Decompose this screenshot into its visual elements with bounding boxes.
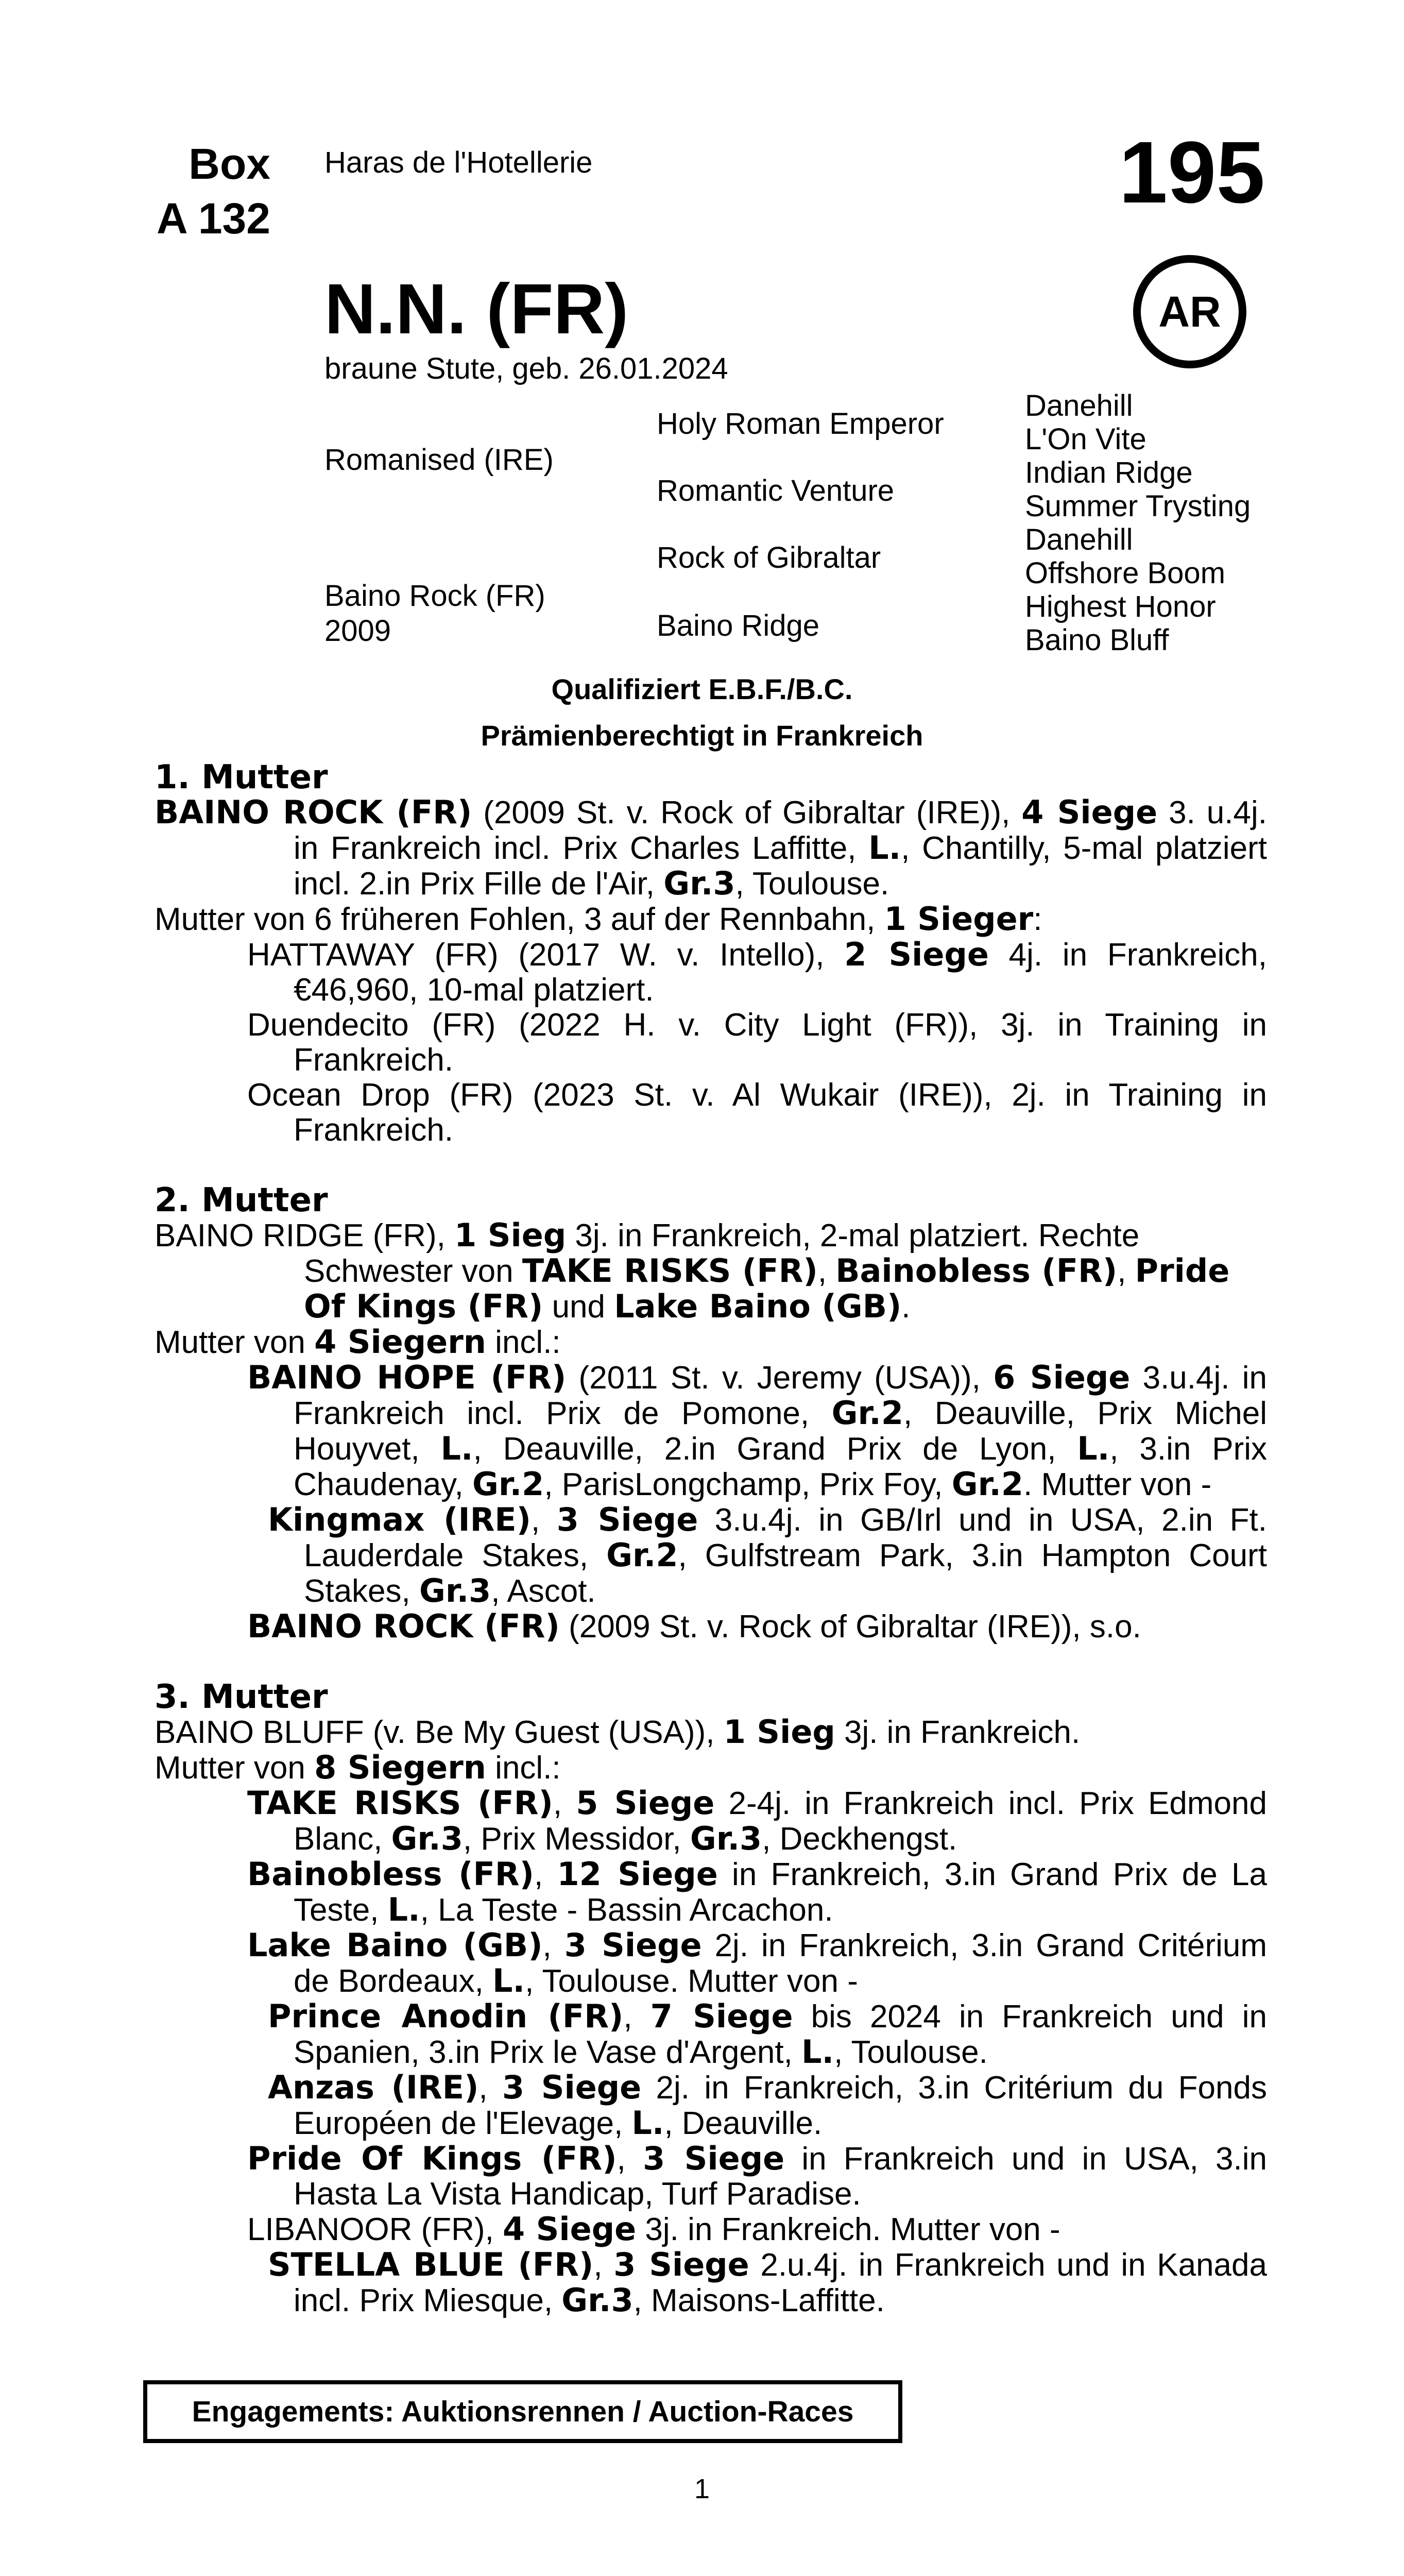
entry-baino-hope: BAINO HOPE (FR) (2011 St. v. Jeremy (USA)), 6 Siege 3.u.4j. in Frankreich incl. Prix de Pomone, Gr.2, Deauville, Prix Michel Houyvet, L., Deauville, 2.in Grand Prix de Lyon, L., 3.in Prix Chaudenay, Gr.2, ParisLongchamp, Prix Foy, Gr.2. Mutter von - <box>247 1359 1267 1503</box>
section-heading-mutter-3: 3. Mutter <box>155 1678 328 1716</box>
entry-ocean-drop: Ocean Drop (FR) (2023 St. v. Al Wukair (IRE)), 2j. in Training in Frankreich. <box>247 1077 1267 1148</box>
produce-summary-3: Mutter von 8 Siegern incl.: <box>155 1749 561 1786</box>
entry-anzas: Anzas (IRE), 3 Siege 2j. in Frankreich, 3.in Critérium du Fonds Européen de l'Elevage, L., Deauville. <box>268 2069 1267 2142</box>
pedigree-g3-item: L'On Vite <box>1025 422 1146 456</box>
entry-take-risks: TAKE RISKS (FR), 5 Siege 2-4j. in Frankreich incl. Prix Edmond Blanc, Gr.3, Prix Messidor, Gr.3, Deckhengst. <box>247 1784 1267 1857</box>
entry-kingmax: Kingmax (IRE), 3 Siege 3.u.4j. in GB/Irl und in USA, 2.in Ft. Lauderdale Stakes, Gr.2, Gulfstream Park, 3.in Hampton Court Stakes, Gr.3, Ascot. <box>268 1501 1267 1609</box>
entry-prince-anodin: Prince Anodin (FR), 7 Siege bis 2024 in Frankreich und in Spanien, 3.in Prix le Vase d'Argent, L., Toulouse. <box>268 1997 1267 2071</box>
entry-duendecito: Duendecito (FR) (2022 H. v. City Light (FR)), 3j. in Training in Frankreich. <box>247 1007 1267 1078</box>
box-number <box>139 137 270 246</box>
pedigree-g3-item: Offshore Boom <box>1025 556 1226 590</box>
horse-description: braune Stute, geb. 26.01.2024 <box>324 352 728 385</box>
pedigree-g3-item: Baino Bluff <box>1025 623 1169 657</box>
box-label: Box <box>189 140 270 188</box>
qualification-premium: Prämienberechtigt in Frankreich <box>481 719 923 752</box>
page-number: 1 <box>694 2473 710 2504</box>
ar-badge: AR <box>1133 255 1246 368</box>
entry-lake-baino: Lake Baino (GB), 3 Siege 2j. in Frankreich, 3.in Grand Critérium de Bordeaux, L., Toulouse. Mutter von - <box>247 1926 1267 1999</box>
section-heading-mutter-1: 1. Mutter <box>155 758 328 796</box>
pedigree-dam-dam: Baino Ridge <box>657 609 819 642</box>
entry-first-dam: BAINO ROCK (FR) (2009 St. v. Rock of Gibraltar (IRE)), 4 Siege 3. u.4j. in Frankreich incl. Prix Charles Laffitte, L., Chantilly, 5-mal platziert incl. 2.in Prix Fille de l'Air, Gr.3, Toulouse. <box>155 793 1267 902</box>
pedigree-g3-item: Danehill <box>1025 389 1133 422</box>
section-heading-mutter-2: 2. Mutter <box>155 1181 328 1219</box>
entry-second-dam: BAINO RIDGE (FR), 1 Sieg 3j. in Frankreich, 2-mal platziert. Rechte Schwester von TAKE RISKS (FR), Bainobless (FR), Pride Of Kings (FR) und Lake Baino (GB). <box>155 1216 1230 1325</box>
engagements-box: Engagements: Auktionsrennen / Auction-Races <box>143 2380 902 2443</box>
produce-summary-1: Mutter von 6 früheren Fohlen, 3 auf der Rennbahn, 1 Sieger: <box>155 900 1042 938</box>
produce-summary-2: Mutter von 4 Siegern incl.: <box>155 1323 561 1361</box>
pedigree-sire: Romanised (IRE) <box>324 443 554 477</box>
entry-hattaway: HATTAWAY (FR) (2017 W. v. Intello), 2 Siege 4j. in Frankreich, €46,960, 10-mal platziert. <box>247 936 1267 1008</box>
pedigree-g3-item: Summer Trysting <box>1025 489 1251 523</box>
box-id: A 132 <box>156 194 270 243</box>
consignor: Haras de l'Hotellerie <box>324 146 593 179</box>
entry-stella-blue: STELLA BLUE (FR), 3 Siege 2.u.4j. in Frankreich und in Kanada incl. Prix Miesque, Gr.3, Maisons-Laffitte. <box>268 2246 1268 2319</box>
pedigree-g3-item: Highest Honor <box>1025 590 1216 623</box>
qualification-ebf: Qualifiziert E.B.F./B.C. <box>551 673 853 705</box>
entry-baino-rock-repeat: BAINO ROCK (FR) (2009 St. v. Rock of Gibraltar (IRE)), s.o. <box>247 1607 1141 1645</box>
entry-pride-of-kings: Pride Of Kings (FR), 3 Siege in Frankreich und in USA, 3.in Hasta La Vista Handicap, Turf Paradise. <box>247 2140 1267 2212</box>
pedigree-third-generation <box>1025 389 1251 657</box>
entry-third-dam: BAINO BLUFF (v. Be My Guest (USA)), 1 Sieg 3j. in Frankreich. <box>155 1713 1081 1751</box>
pedigree-sire-dam: Romantic Venture <box>657 474 895 507</box>
pedigree-sire-sire: Holy Roman Emperor <box>657 407 944 440</box>
catalogue-text <box>155 760 1267 2318</box>
entry-libanoor: LIBANOOR (FR), 4 Siege 3j. in Frankreich. Mutter von - <box>247 2210 1060 2248</box>
pedigree-dam-year: 2009 <box>324 614 391 648</box>
entry-bainobless: Bainobless (FR), 12 Siege in Frankreich, 3.in Grand Prix de La Teste, L., La Teste - Bassin Arcachon. <box>247 1855 1267 1928</box>
pedigree-dam-sire: Rock of Gibraltar <box>657 541 881 574</box>
horse-name: N.N. (FR) <box>324 269 629 349</box>
pedigree-dam: Baino Rock (FR) <box>324 579 545 613</box>
pedigree-g3-item: Indian Ridge <box>1025 456 1193 489</box>
pedigree-g3-item: Danehill <box>1025 523 1133 556</box>
lot-number: 195 <box>1119 124 1265 222</box>
